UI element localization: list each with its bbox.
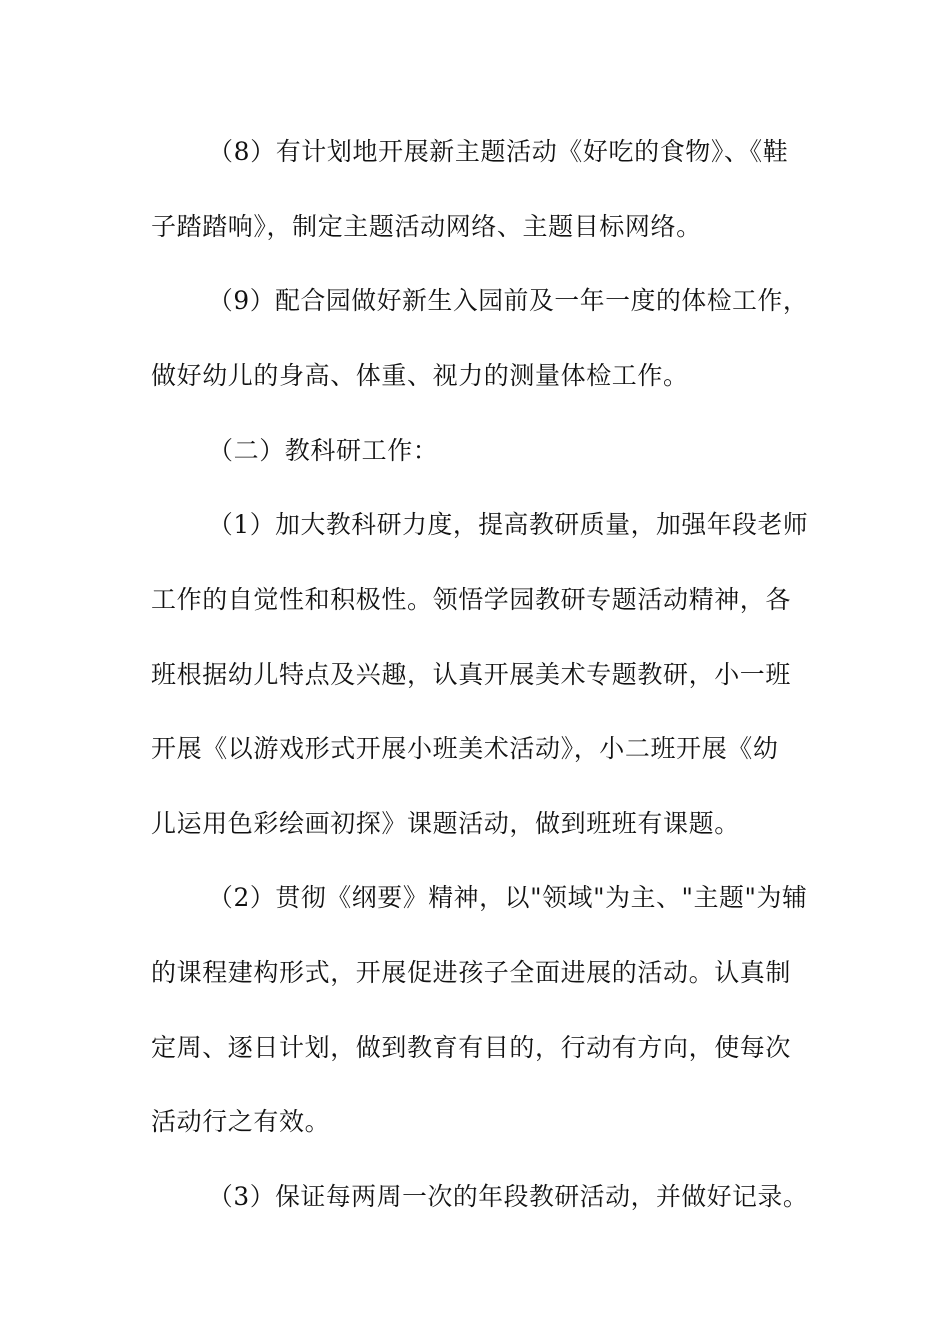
paragraph-line: 班根据幼儿特点及兴趣，认真开展美术专题教研，小一班 bbox=[151, 660, 792, 689]
paragraph-line: 开展《以游戏形式开展小班美术活动》，小二班开展《幼 bbox=[151, 734, 779, 763]
paragraph-line: 工作的自觉性和积极性。领悟学园教研专题活动精神，各 bbox=[151, 585, 792, 614]
paragraph-line: （1）加大教科研力度，提高教研质量，加强年段老师 bbox=[208, 510, 809, 539]
paragraph-line: 子踏踏响》，制定主题活动网络、主题目标网络。 bbox=[151, 212, 702, 241]
paragraph-line: （9）配合园做好新生入园前及一年一度的体检工作， bbox=[208, 286, 809, 315]
paragraph-line: 定周、逐日计划，做到教育有目的，行动有方向，使每次 bbox=[151, 1033, 792, 1062]
paragraph-line: （8）有计划地开展新主题活动《好吃的食物》、《鞋 bbox=[208, 137, 789, 166]
paragraph-line: 做好幼儿的身高、体重、视力的测量体检工作。 bbox=[151, 361, 689, 390]
paragraph-line: 的课程建构形式，开展促进孩子全面进展的活动。认真制 bbox=[151, 958, 792, 987]
paragraph-line: 活动行之有效。 bbox=[151, 1107, 331, 1136]
paragraph-line: 儿运用色彩绘画初探》课题活动，做到班班有课题。 bbox=[151, 809, 740, 838]
paragraph-line: （2）贯彻《纲要》精神，以"领域"为主、"主题"为辅 bbox=[208, 883, 808, 912]
section-heading: （二）教科研工作： bbox=[208, 436, 439, 465]
paragraph-line: （3）保证每两周一次的年段教研活动，并做好记录。 bbox=[208, 1182, 809, 1211]
